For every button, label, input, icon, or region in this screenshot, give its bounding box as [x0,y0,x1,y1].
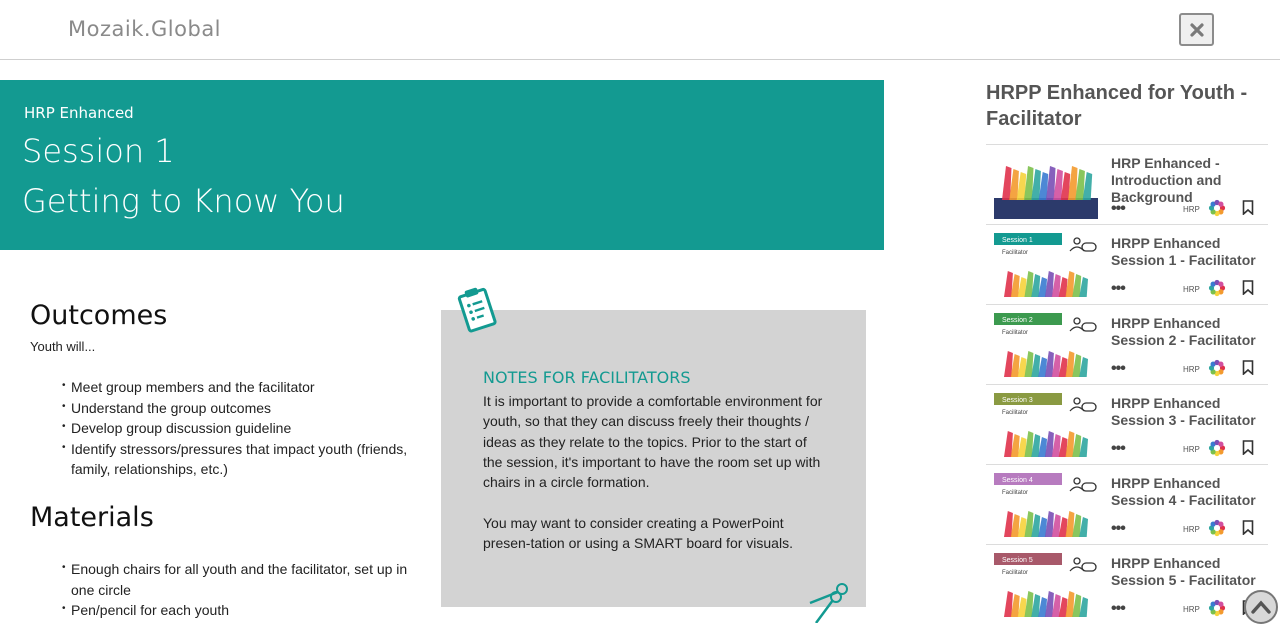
card-title[interactable]: HRPP Enhanced Session 1 - Facilitator [1111,235,1256,268]
outcomes-intro: Youth will... [30,339,96,354]
hrp-badge: HRP [1183,285,1200,294]
scissors-icon [806,583,850,623]
card-thumbnail [994,553,1098,619]
brand-logo[interactable]: Mozaik.Global [68,17,222,41]
list-item: • Understand the group outcomes [62,398,432,419]
sidebar-card[interactable] [986,464,1268,544]
hrp-logo-icon [1208,519,1226,537]
list-item: • Pen/pencil for each youth [62,600,432,621]
card-thumbnail [994,473,1098,539]
card-session-sublabel: Facilitator [1002,570,1029,576]
bookmark-icon[interactable] [1242,200,1254,215]
card-session-label: Session 3 [1002,397,1033,404]
close-icon [1189,22,1205,38]
hrp-logo-icon [1208,599,1226,617]
sidebar-card[interactable] [986,544,1268,623]
list-item: • Develop group discussion guideline [62,418,432,439]
banner-kicker: HRP Enhanced [24,104,134,122]
hrp-logo-icon [1208,279,1226,297]
card-session-sublabel: Facilitator [1002,250,1029,256]
facilitator-notes-box [441,310,866,607]
more-options-icon[interactable]: ••• [1111,280,1125,297]
card-title[interactable]: HRPP Enhanced Session 2 - Facilitator [1111,315,1256,348]
top-bar [0,0,1280,60]
hrp-logo-icon [1208,199,1226,217]
chevron-up-icon [1251,600,1271,614]
outcomes-list [62,377,432,480]
hrp-badge: HRP [1183,365,1200,374]
notes-paragraph: It is important to provide a comfortable environment for youth, so that they can discuss freely their thoughts / ideas as they relate to the topics. Prior to the start of the session, it's important to have the room set up with chairs in a circle formation. [483,393,823,491]
more-options-icon[interactable]: ••• [1111,440,1125,457]
bookmark-icon[interactable] [1242,280,1254,295]
bookmark-icon[interactable] [1242,360,1254,375]
card-session-label: Session 4 [1002,477,1033,484]
more-options-icon[interactable]: ••• [1111,200,1125,217]
card-title[interactable]: HRPP Enhanced Session 3 - Facilitator [1111,395,1256,428]
materials-list [62,559,432,621]
hrp-badge: HRP [1183,605,1200,614]
sidebar-card[interactable] [986,144,1268,224]
hrp-badge: HRP [1183,525,1200,534]
banner-session: Session 1 [22,132,175,170]
notes-body [483,391,828,574]
card-thumbnail [994,393,1098,459]
card-session-label: Session 5 [1002,557,1033,564]
card-session-sublabel: Facilitator [1002,330,1029,336]
sidebar-title: HRPP Enhanced for Youth - Facilitator [986,82,1248,130]
notes-paragraph: You may want to consider creating a PowerPoint presen-tation or using a SMART board for visuals. [483,514,793,552]
sidebar-card[interactable] [986,384,1268,464]
sidebar [984,60,1280,623]
scroll-top-button[interactable] [1244,590,1278,624]
card-title[interactable]: HRPP Enhanced Session 5 - Facilitator [1111,555,1256,588]
hrp-logo-icon [1208,439,1226,457]
bookmark-icon[interactable] [1242,520,1254,535]
notes-heading: NOTES FOR FACILITATORS [483,368,691,387]
bookmark-icon[interactable] [1242,440,1254,455]
card-thumbnail [994,233,1098,299]
clipboard-icon [455,285,501,337]
close-button[interactable] [1179,13,1214,46]
hrp-badge: HRP [1183,445,1200,454]
card-session-sublabel: Facilitator [1002,490,1029,496]
card-session-label: Session 2 [1002,317,1033,324]
card-title[interactable]: HRP Enhanced - Introduction and Background [1111,155,1222,205]
card-title[interactable]: HRPP Enhanced Session 4 - Facilitator [1111,475,1256,508]
list-item: • Meet group members and the facilitator [62,377,432,398]
sidebar-card[interactable] [986,224,1268,304]
more-options-icon[interactable]: ••• [1111,520,1125,537]
more-options-icon[interactable]: ••• [1111,360,1125,377]
hrp-badge: HRP [1183,205,1200,214]
card-session-sublabel: Facilitator [1002,410,1029,416]
card-thumbnail [994,153,1098,219]
materials-heading: Materials [30,502,154,533]
banner-title: Getting to Know You [22,182,345,220]
card-session-label: Session 1 [1002,237,1033,244]
document-page [0,60,900,623]
list-item: • Enough chairs for all youth and the facilitator, set up in one circle [62,559,432,600]
session-banner [0,80,884,250]
outcomes-heading: Outcomes [30,300,168,331]
sidebar-card[interactable] [986,304,1268,384]
more-options-icon[interactable]: ••• [1111,600,1125,617]
card-thumbnail [994,313,1098,379]
hrp-logo-icon [1208,359,1226,377]
list-item: • Identify stressors/pressures that impact youth (friends, family, relationships, etc.) [62,439,432,480]
